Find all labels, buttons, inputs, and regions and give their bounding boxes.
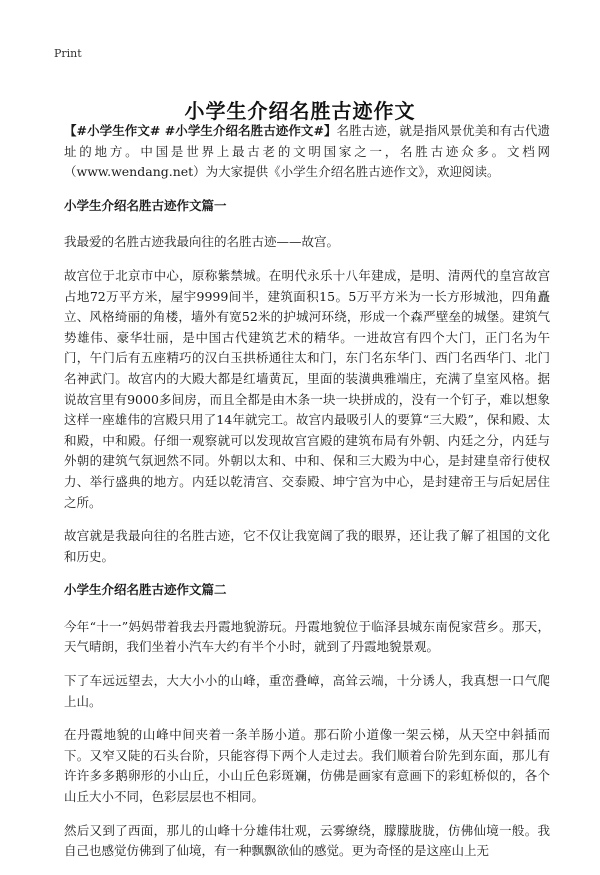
paragraph: 然后又到了西面，那儿的山峰十分雄伟壮观，云雾缭绕，朦朦胧胧，仿佛仙境一般。我自己也感觉仿佛到了仙境，有一种飘飘欲仙的感觉。更为奇怪的是这座山上无 <box>64 822 550 859</box>
intro-text: 名胜古迹，就是指风景优美和有古代遗址的地方。中国是世界上最古老的文明国家之一，名胜古迹众多。文档网（www.wendang.net）为大家提供《小学生介绍名胜古迹作文》，欢迎阅读。 <box>64 123 550 180</box>
section-heading-2: 小学生介绍名胜古迹作文篇二 <box>64 582 227 598</box>
paragraph: 今年“十一”妈妈带着我去丹霞地貌游玩。丹霞地貌位于临泽县城东南倪家营乡。那天，天气晴朗，我们坐着小汽车大约有半个小时，就到了丹霞地貌景观。 <box>64 618 550 655</box>
paragraph: 故宫位于北京市中心，原称紫禁城。在明代永乐十八年建成，是明、清两代的皇宫故宫占地72万平方米，屋宇9999间半，建筑面积15。5万平方米为一长方形城池，四角矗立、风格绮丽的角楼，墙外有宽52米的护城河环绕，形成一个森严壁垒的城堡。建筑气势雄伟、豪华壮丽，是中国古代建筑艺术的精华。一进故宫有四个大门，正门名为午门，午门后有五座精巧的汉白玉拱桥通往太和门，东门名东华门、西门名西华门、北门名神武门。故宫内的大殿大都是红墙黄瓦，里面的装潢典雅端庄，充满了皇室风格。据说故宫里有9000多间房，而且全都是由木条一块一块拼成的，没有一个钉子，难以想象这样一座雄伟的宫殿只用了14年就完工。故宫内最吸引人的要算“三大殿”，保和殿、太和殿，中和殿。仔细一观察就可以发现故宫宫殿的建筑布局有外朝、内廷之分，内廷与外朝的建筑气氛迥然不同。外朝以太和、中和、保和三大殿为中心，是封建皇帝行使权力、举行盛典的地方。内廷以乾清宫、交泰殿、坤宁宫为中心，是封建帝王与后妃居住之所。 <box>64 267 550 510</box>
intro-tags: 【#小学生作文# #小学生介绍名胜古迹作文#】 <box>64 123 337 138</box>
paragraph: 下了车远远望去，大大小小的山峰，重峦叠嶂，高耸云端，十分诱人，我真想一口气爬上山。 <box>64 673 550 709</box>
paragraph: 我最爱的名胜古迹我最向往的名胜古迹——故宫。 <box>64 234 340 250</box>
intro-paragraph <box>64 121 550 183</box>
section-heading-1: 小学生介绍名胜古迹作文篇一 <box>64 197 227 213</box>
paragraph: 在丹霞地貌的山峰中间夹着一条羊肠小道。那石阶小道像一架云梯，从天空中斜插而下。又窄又陡的石头台阶，只能容得下两个人走过去。我们顺着台阶先到东面，那儿有许许多多鹅卵形的小山丘，小山丘色彩斑斓，仿佛是画家有意画下的彩虹桥似的，各个山丘大小不同，色彩层层也不相同。 <box>64 727 550 805</box>
paragraph: 故宫就是我最向往的名胜古迹，它不仅让我宽阔了我的眼界，还让我了解了祖国的文化和历史。 <box>64 528 550 564</box>
page-title: 小学生介绍名胜古迹作文 <box>184 99 416 124</box>
article-body <box>64 121 550 875</box>
print-link[interactable]: Print <box>54 47 82 60</box>
